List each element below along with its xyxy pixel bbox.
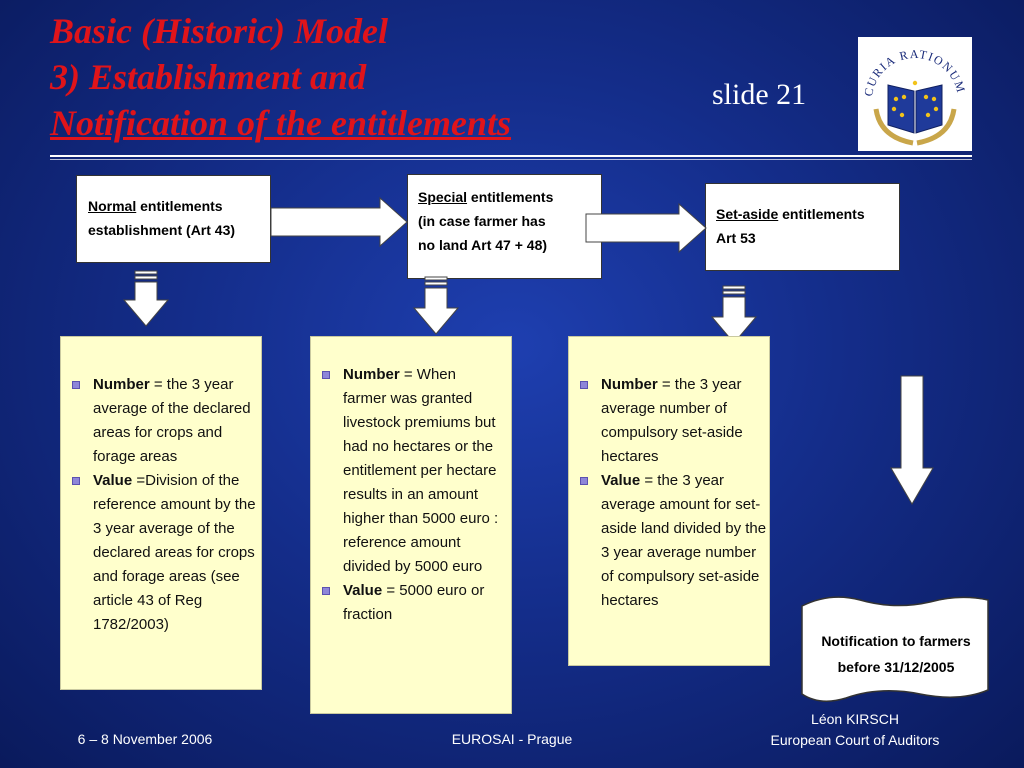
normal-line-2: establishment (Art 43) [88, 222, 236, 238]
item-text: = the 3 year average amount for set-aside land divided by the 3 year average number of compulsory set-aside hectares [601, 472, 767, 609]
right-arrow-icon [270, 196, 410, 248]
list-item [61, 373, 261, 469]
slide-number: slide 21 [712, 78, 807, 111]
title-line-2: 3) Establishment and [50, 57, 367, 97]
bullet-icon [322, 371, 330, 379]
logo-emblem-icon [858, 37, 972, 151]
title-divider [50, 155, 972, 157]
list-item [61, 469, 261, 637]
item-term: Value [601, 472, 641, 489]
title-line-1: Basic (Historic) Model [50, 11, 388, 51]
logo-text: CURIA RATIONUM [861, 46, 969, 98]
list-item [569, 373, 769, 469]
notification-line-2: before 31/12/2005 [837, 659, 955, 675]
footer-event: EUROSAI - Prague [451, 731, 573, 747]
normal-entitlements-box [76, 175, 271, 263]
bullet-icon [322, 587, 330, 595]
normal-details-panel [60, 336, 262, 690]
slide-title [50, 8, 511, 146]
footer-author: Léon KIRSCH [811, 711, 899, 727]
curia-rationum-logo [858, 37, 972, 151]
special-line-3: no land Art 47 + 48) [418, 237, 548, 253]
footer-org: European Court of Auditors [770, 732, 940, 748]
setaside-line-2: Art 53 [716, 230, 756, 246]
list-item [569, 469, 769, 613]
right-arrow-icon [585, 202, 709, 254]
bullet-icon [580, 381, 588, 389]
list-item [311, 363, 501, 579]
special-details-panel [310, 336, 512, 714]
notification-text [800, 628, 992, 680]
setaside-rest: entitlements [778, 206, 865, 222]
normal-keyword: Normal [88, 198, 137, 214]
footer-author-block [740, 709, 970, 751]
title-line-3: Notification of the entitlements [50, 103, 511, 143]
svg-text:CURIA RATIONUM [861, 47, 968, 98]
special-rest: entitlements [467, 189, 554, 205]
item-text: =Division of the reference amount by the 3 year average of the declared areas for crops and forage areas (see article 43 of Reg 1782/2003) [93, 472, 256, 633]
special-line-2: (in case farmer has [418, 213, 546, 229]
notification-line-1: Notification to farmers [821, 633, 971, 649]
item-text: = When farmer was granted livestock premiums but had no hectares or the entitlement per hectare results in an amount higher than 5000 euro : reference amount divided by 5000 euro [343, 366, 499, 575]
item-term: Number [93, 376, 150, 393]
setaside-keyword: Set-aside [716, 206, 779, 222]
bullet-icon [72, 477, 80, 485]
down-arrow-icon [122, 270, 170, 328]
item-text: = 5000 euro or fraction [343, 582, 485, 623]
normal-rest: entitlements [136, 198, 223, 214]
bullet-icon [580, 477, 588, 485]
bullet-icon [72, 381, 80, 389]
setaside-entitlements-box [705, 183, 900, 271]
special-keyword: Special [418, 189, 468, 205]
item-term: Value [93, 472, 133, 489]
title-divider-thin [50, 159, 972, 160]
down-arrow-icon [412, 276, 460, 336]
item-text: = the 3 year average number of compulsory set-aside hectares [601, 376, 743, 465]
item-term: Number [601, 376, 658, 393]
list-item [311, 579, 501, 627]
item-text: = the 3 year average of the declared areas for crops and forage areas [93, 376, 251, 465]
special-entitlements-box [407, 174, 602, 279]
setaside-details-panel [568, 336, 770, 666]
item-term: Number [343, 366, 400, 383]
down-arrow-icon [889, 374, 935, 506]
footer-date: 6 – 8 November 2006 [77, 731, 213, 747]
item-term: Value [343, 582, 383, 599]
